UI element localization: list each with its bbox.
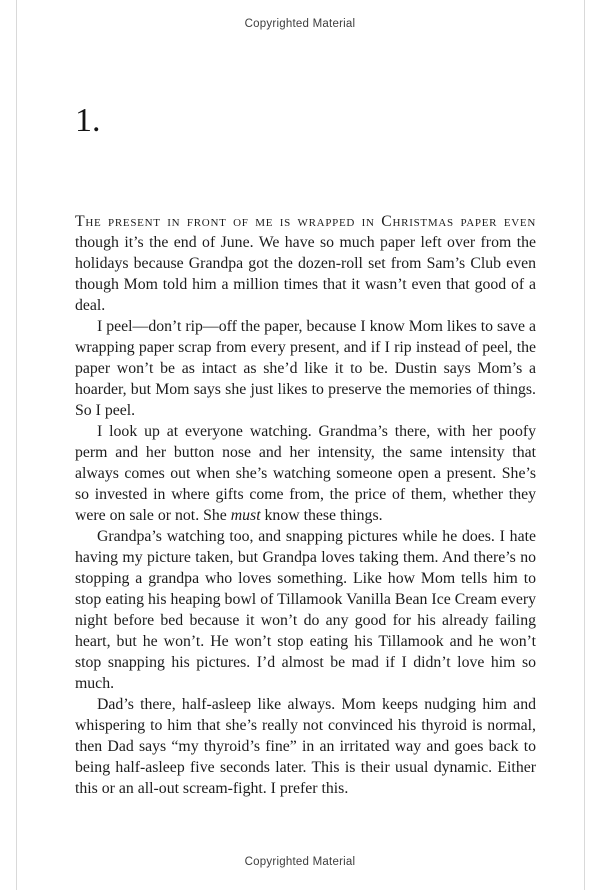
page-edge-line-right bbox=[584, 0, 585, 890]
chapter-number: 1. bbox=[75, 102, 101, 139]
text-segment: I look up at everyone watching. Grandma’s there, with her poofy perm and her button nose and her intensity, the same intensity that always comes out when she’s watching someone open a present. She’s so invested in where gifts come from, the price of them, whether they were on sale or not. She bbox=[75, 423, 536, 524]
text-segment: I peel—don’t rip—off the paper, because I know Mom likes to save a wrapping paper scrap from every present, and if I rip instead of peel, the paper won’t be as intact as she’d like it to be. Dustin says Mom’s a hoarder, but Mom says she just likes to preserve the memories of things. So I peel. bbox=[75, 318, 536, 419]
body-text bbox=[75, 211, 536, 799]
text-segment: Grandpa’s watching too, and snapping pictures while he does. I hate having my picture taken, but Grandpa loves taking them. And there’s no stopping a grandpa who loves something. Like how Mom tells him to stop eating his heaping bowl of Tillamook Vanilla Bean Ice Cream every night before bed because it won’t do any good for his already failing heart, but he won’t. He won’t stop eating his Tillamook and he won’t stop snapping his pictures. I’d almost be mad if I didn’t love him so much. bbox=[75, 528, 536, 692]
copyright-notice-top: Copyrighted Material bbox=[244, 18, 356, 30]
paragraph bbox=[75, 316, 536, 421]
text-segment: Dad’s there, half-asleep like always. Mom keeps nudging him and whispering to him that she’s really not convinced his thyroid is normal, then Dad says “my thyroid’s fine” in an irritated way and goes back to being half-asleep five seconds later. This is their usual dynamic. Either this or an all-out scream-fight. I prefer this. bbox=[75, 696, 536, 797]
page-edge-line-left bbox=[16, 0, 17, 890]
paragraph bbox=[75, 526, 536, 694]
paragraph bbox=[75, 421, 536, 526]
text-segment: though it’s the end of June. We have so much paper left over from the holidays because Grandpa got the dozen-roll set from Sam’s Club even though Mom told him a million times that it wasn’t even that good of a deal. bbox=[75, 234, 536, 314]
text-segment: know these things. bbox=[260, 507, 383, 524]
copyright-notice-bottom: Copyrighted Material bbox=[244, 856, 356, 868]
paragraph bbox=[75, 211, 536, 316]
text-segment: The present in front of me is wrapped in Christmas paper even bbox=[75, 213, 536, 230]
paragraph bbox=[75, 694, 536, 799]
text-segment: must bbox=[230, 507, 261, 524]
